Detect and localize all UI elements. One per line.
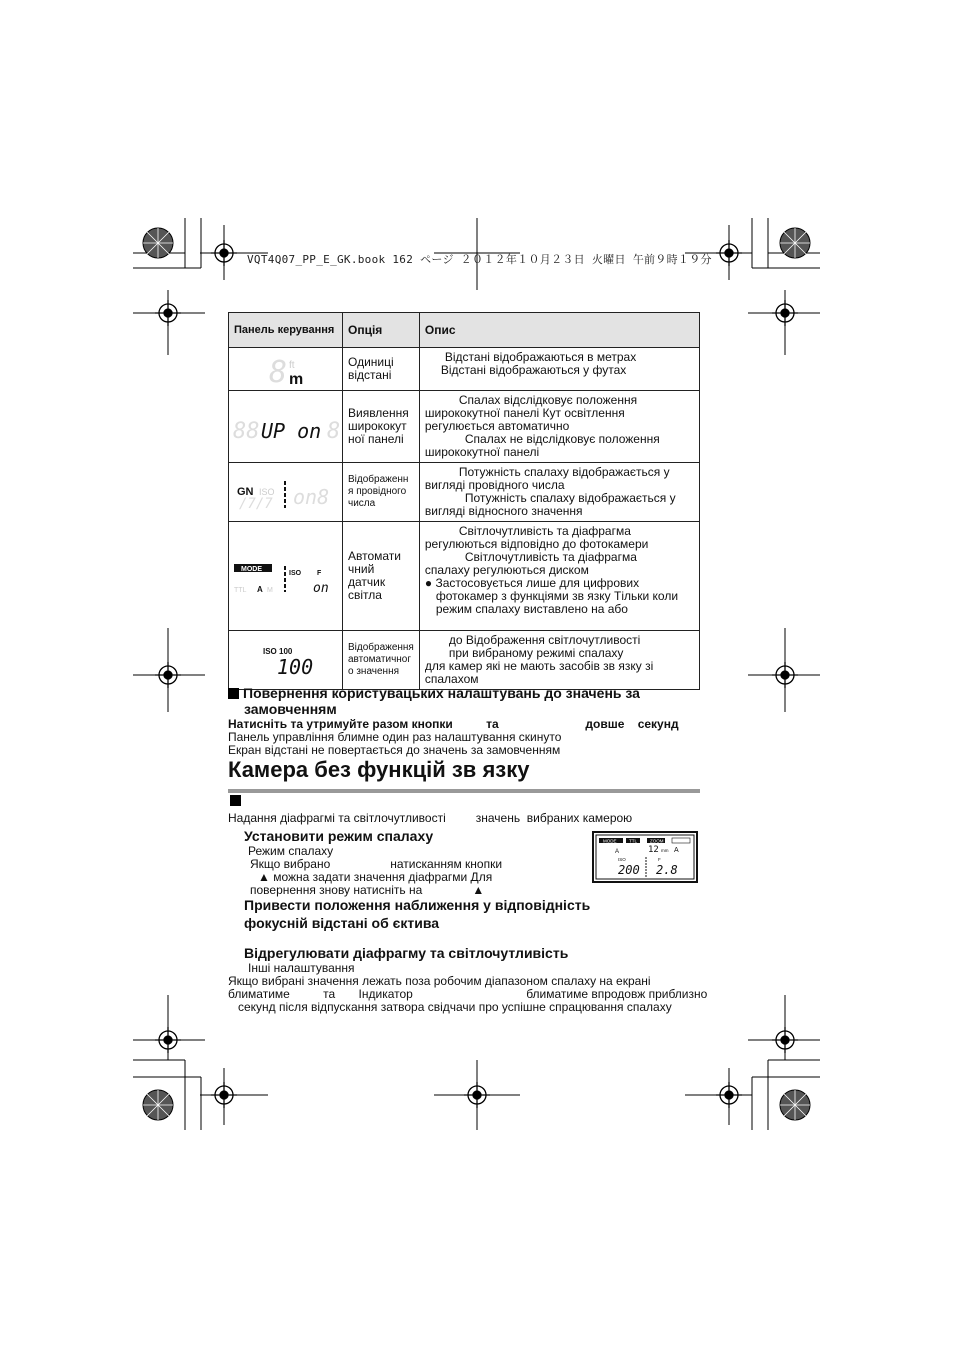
svg-text:TTL: TTL (234, 587, 247, 594)
option-label: Одиниці відстані (343, 348, 420, 391)
desc-line: Потужність спалаху відображається у (464, 491, 676, 505)
distance-unit-display (229, 348, 343, 391)
desc-line: Спалах відслідковує положення (458, 393, 638, 407)
desc-line: регулюється автоматично (424, 419, 570, 433)
svg-text:F: F (317, 570, 322, 577)
step-line: повернення знову натисніть на ▲ (250, 883, 485, 897)
table-row (229, 631, 700, 690)
section-intro: Надання діафрагмі та світлочутливості значень вибраних камерою (228, 811, 633, 825)
reset-title (228, 685, 700, 701)
desc-line: ширококутної панелі (424, 445, 540, 459)
lcd-f-label: F (658, 857, 661, 862)
lcd-zoom-value: 12 (648, 845, 659, 855)
settings-table (228, 312, 700, 690)
svg-text:100: 100 (277, 655, 314, 679)
option-description (419, 522, 699, 631)
lcd-mode-label: MODE (603, 838, 617, 844)
step-3-notes (228, 975, 708, 1014)
desc-line: Відстані відображаються в метрах (444, 350, 637, 364)
option-label: Відображення автоматичног о значення (343, 631, 420, 690)
step-line: Режим спалаху (248, 844, 334, 858)
desc-line: Світлочутливість та діафрагма (464, 550, 637, 564)
step-3 (244, 944, 704, 975)
svg-text:ISO: ISO (289, 570, 302, 577)
svg-text:ft: ft (289, 360, 295, 371)
svg-text:8: 8 (327, 418, 341, 444)
svg-text:on8: on8 (293, 484, 330, 509)
option-description (419, 348, 699, 391)
svg-text:8: 8 (269, 355, 288, 390)
meter-unit-label: m (289, 371, 304, 388)
header-description: Опис (419, 313, 699, 348)
lcd-iso-value: 200 (618, 863, 640, 877)
wide-panel-detect-display (229, 391, 343, 463)
iso-100-readout: ISO 100 (263, 647, 293, 656)
step-title: фокусній відстані об єктива (244, 915, 440, 931)
option-label: Відображенн я провідного числа (343, 463, 420, 522)
step-title: Привести положення наближення у відповідність (244, 897, 591, 913)
option-label: Автомати чний датчик світла (343, 522, 420, 631)
mode-badge: MODE (241, 566, 262, 573)
svg-text:ISO: ISO (259, 486, 275, 497)
step-sub: Інші налаштування (248, 961, 355, 975)
desc-line: Світлочутливість та діафрагма (458, 524, 631, 538)
reset-title-line: замовченням (244, 701, 337, 717)
reset-title-line: Повернення користувацьких налаштувань до значень за (243, 685, 640, 701)
desc-line: для камер які не мають засобів зв язку зі (424, 659, 654, 673)
desc-line: до Відображення світлочутливості (448, 633, 641, 647)
heading-rule (228, 789, 700, 793)
desc-line: Відстані відображаються у футах (440, 363, 627, 377)
note-line: Якщо вибрані значення лежать поза робочим діапазоном спалаху на екрані (228, 974, 651, 988)
option-description (419, 463, 699, 522)
square-bullet-icon (228, 688, 239, 699)
lcd-ttl-label: TTL (629, 838, 638, 844)
section-heading: Камера без функцій зв язку (228, 757, 530, 782)
reset-instruction: Натисніть та утримуйте разом кнопки та довше секунд (228, 717, 679, 731)
desc-line: спалахом (424, 672, 479, 686)
lcd-panel-illustration (592, 831, 698, 883)
svg-text:M: M (267, 587, 273, 594)
book-file-header: VQT4Q07_PP_E_GK.book 162 ページ ２０１２年１０月２３日 火曜日 午前９時１９分 (247, 253, 712, 266)
bullet-line: режим спалаху виставлено на або (435, 602, 628, 616)
lcd-zoom-unit: mm (661, 848, 669, 853)
desc-line: Потужність спалаху відображається у (458, 465, 670, 479)
table-header-row (229, 313, 700, 348)
table-row (229, 463, 700, 522)
svg-text:A: A (257, 585, 263, 594)
step-1 (244, 827, 574, 897)
note-line: блиматиме та Індикатор блиматиме впродовж приблизно (228, 987, 708, 1001)
gn-label: GN (237, 485, 254, 498)
option-description (419, 631, 699, 690)
desc-line: спалаху регулюються диском (424, 563, 589, 577)
step-title: Установити режим спалаху (244, 828, 434, 844)
option-description (419, 391, 699, 463)
bullet-line: фотокамер з функціями зв язку Тільки коли (435, 589, 679, 603)
lcd-mode-letter: A (615, 849, 620, 855)
desc-line: регулюються відповідно до фотокамери (424, 537, 649, 551)
desc-line: вигляді відносного значення (424, 504, 583, 518)
bullet-dot: ● (424, 576, 436, 590)
desc-line: ширококутної панелі Кут освітлення (424, 406, 625, 420)
reset-note: Екран відстані не повертається до значень за замовченням (228, 743, 561, 757)
table-row (229, 348, 700, 391)
desc-line: Спалах не відслідковує положення (464, 432, 660, 446)
desc-line: вигляді провідного числа (424, 478, 565, 492)
lcd-iso-label: ISO (618, 857, 626, 862)
option-label: Виявлення ширококут ної панелі (343, 391, 420, 463)
desc-line: при вибраному режимі спалаху (448, 646, 624, 660)
svg-text:on: on (313, 581, 329, 596)
auto-light-sensor-display (229, 522, 343, 631)
note-line: секунд після відпускання затвора свідчачи про успішне спрацювання спалаху (238, 1000, 672, 1014)
header-panel: Панель керування (229, 313, 343, 348)
reset-section (228, 685, 700, 757)
step-2 (244, 896, 704, 932)
lcd-f-value: 2.8 (656, 863, 678, 877)
guide-number-display (229, 463, 343, 522)
svg-text:A: A (674, 847, 679, 854)
table-row (229, 522, 700, 631)
square-bullet-icon (230, 795, 241, 806)
reset-note: Панель управління блимне один раз налаштування скинуто (228, 730, 562, 744)
lcd-zoom-label: ZOOM (650, 838, 664, 844)
iso-auto-value-display (229, 631, 343, 690)
header-option: Опція (343, 313, 420, 348)
step-line: ▲ можна задати значення діафрагми Для (258, 870, 493, 884)
svg-text:88: 88 (233, 418, 260, 444)
bullet-note (425, 577, 694, 616)
bullet-line: Застосовується лише для цифрових (435, 576, 640, 590)
step-title: Відрегулювати діафрагму та світлочутливість (244, 945, 569, 961)
svg-text:/7/7: /7/7 (239, 495, 273, 512)
up-on-readout: UP on (261, 418, 322, 443)
table-row (229, 391, 700, 463)
step-line: Якщо вибрано натисканням кнопки (250, 857, 503, 871)
